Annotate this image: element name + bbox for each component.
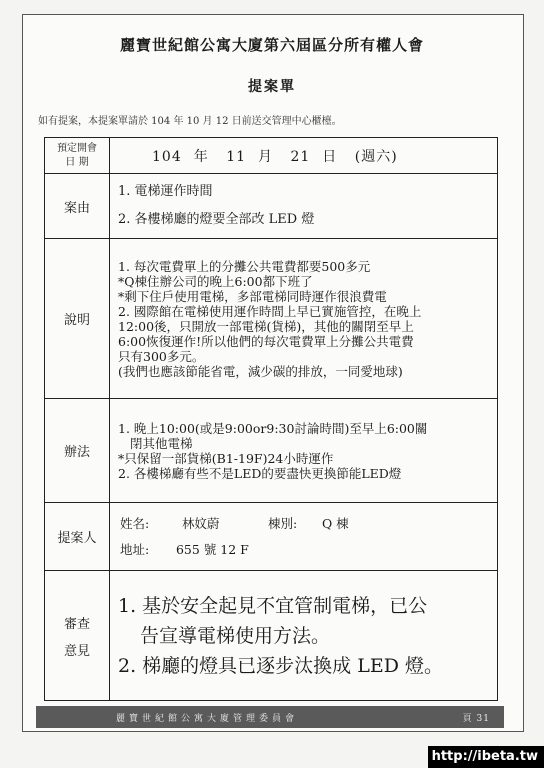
date-month-unit: 月: [258, 148, 274, 165]
meeting-date-row: [45, 138, 498, 174]
proposer-building: Q 棟: [321, 515, 349, 531]
explanation-content: [110, 239, 498, 399]
reason-content: [110, 174, 498, 239]
reason-label: 案由: [45, 174, 110, 239]
explanation-label: 說明: [45, 239, 110, 399]
explanation-line: *剩下住戶使用電梯，多部電梯同時運作很浪費電: [118, 288, 387, 304]
date-month: 11: [226, 148, 247, 165]
proposer-label: 提案人: [45, 503, 110, 571]
meeting-date-value: [110, 138, 498, 174]
explanation-line: 2. 國際館在電梯使用運作時間上早已實施管控，在晚上: [118, 303, 422, 319]
proposer-row: [45, 503, 498, 571]
handling-label: 辦法: [45, 399, 110, 503]
proposal-form-table: [44, 137, 498, 701]
handling-content: [110, 399, 498, 503]
review-line: 告宣導電梯使用方法。: [140, 624, 331, 647]
footer-page-number: 頁 31: [462, 714, 490, 724]
date-weekday: (週六): [354, 148, 398, 165]
handling-row: [45, 399, 498, 503]
explanation-line: 6:00恢復運作!所以他們的每次電費單上分攤公共電費: [118, 333, 414, 349]
date-year: 104: [152, 148, 182, 165]
date-day: 21: [290, 148, 311, 165]
explanation-row: [45, 239, 498, 399]
proposer-content: [110, 503, 498, 571]
handling-line: *只保留一部貨梯(B1-19F)24小時運作: [118, 450, 334, 466]
date-day-unit: 日: [322, 148, 338, 165]
explanation-line: (我們也應該節能省電，減少碳的排放，一同愛地球): [118, 363, 403, 379]
site-watermark: http://ibeta.tw: [428, 746, 544, 768]
explanation-line: 1. 每次電費單上的分攤公共電費都要500多元: [118, 258, 371, 274]
handling-line: 2. 各樓梯廳有些不是LED的要盡快更換節能LED燈: [118, 465, 402, 481]
document-title: 麗寶世紀館公寓大廈第六屆區分所有權人會: [119, 36, 424, 54]
handling-line: 閉其他電梯: [130, 435, 193, 451]
meeting-date-label-top: 預定開會: [57, 142, 97, 154]
proposer-address: 655 號 12 F: [175, 541, 249, 557]
proposer-address-line: [118, 537, 489, 563]
explanation-line: 12:00後，只開放一部電梯(貨梯)，其他的關閉至早上: [118, 318, 414, 334]
reason-item: 1. 電梯運作時間: [118, 184, 213, 199]
meeting-date-label-bottom: 日 期: [65, 156, 89, 168]
footer-bar: [36, 706, 504, 728]
explanation-line: 只有300多元。: [118, 348, 205, 364]
review-label-top: 審查: [63, 616, 90, 632]
name-label: 姓名:: [120, 515, 150, 531]
review-label: [45, 571, 110, 701]
address-label: 地址:: [120, 541, 150, 557]
explanation-line: *Q棟住辦公司的晚上6:00都下班了: [118, 273, 313, 289]
document-subtitle: 提案單: [248, 79, 296, 95]
footer-organization: 麗寶世紀館公寓大廈管理委員會: [116, 714, 299, 724]
meeting-date-label: [45, 138, 110, 174]
review-line: 2. 梯廳的燈具已逐步汰換成 LED 燈。: [118, 654, 443, 677]
review-label-bottom: 意見: [63, 643, 90, 659]
reason-item: 2. 各樓梯廳的燈要全部改 LED 燈: [118, 212, 315, 227]
proposer-name: 林妏蔚: [181, 515, 220, 531]
review-content: [110, 571, 498, 701]
submission-instruction: 如有提案，本提案單請於 104 年 10 月 12 日前送交管理中心櫃檯。: [38, 116, 342, 127]
building-label: 棟別:: [267, 515, 298, 531]
review-line: 1. 基於安全起見不宜管制電梯，已公: [118, 594, 428, 617]
reason-row: [45, 174, 498, 239]
date-year-unit: 年: [193, 148, 209, 165]
handling-line: 1. 晚上10:00(或是9:00or9:30討論時間)至早上6:00關: [118, 420, 428, 436]
review-row: [45, 571, 498, 701]
proposer-name-line: [118, 511, 489, 537]
